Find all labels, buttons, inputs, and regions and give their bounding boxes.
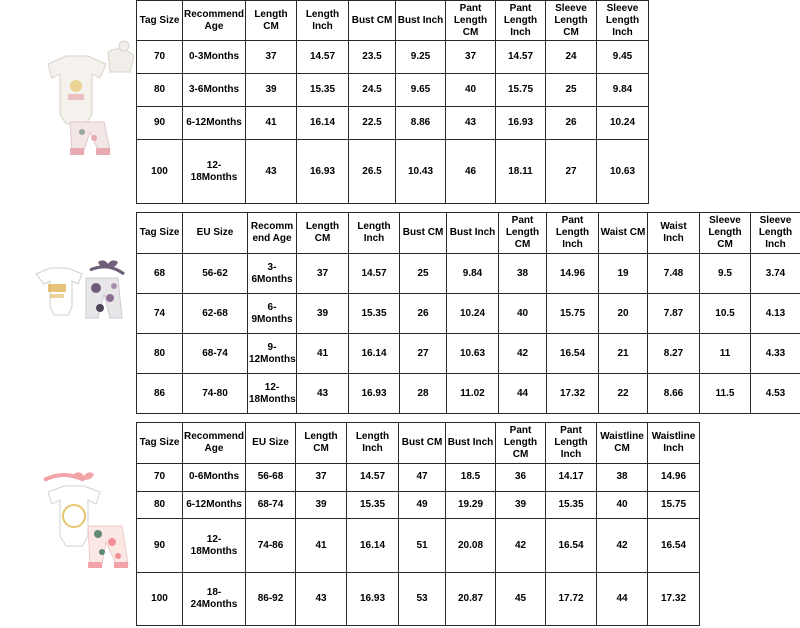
table-cell: 4.33: [751, 334, 800, 374]
table-cell: 24: [546, 41, 597, 74]
table-cell: 9.84: [597, 74, 649, 107]
table-cell: 21: [599, 334, 648, 374]
table-cell: 42: [496, 519, 546, 572]
table-cell: 53: [399, 572, 446, 625]
table-cell: 11: [700, 334, 751, 374]
table-cell: 43: [297, 374, 349, 414]
table-cell: 38: [597, 464, 648, 492]
table-cell: 24.5: [349, 74, 396, 107]
table-row: [137, 374, 800, 414]
table-cell: 74: [137, 294, 183, 334]
onesie-headband-pink-floral-pants-outfit-icon: [40, 470, 132, 570]
table-cell: 17.32: [648, 572, 700, 625]
table-cell: 43: [446, 107, 496, 140]
onesie-headband-floral-pants-outfit-icon: [30, 258, 130, 328]
column-header: Bust Inch: [446, 423, 496, 464]
column-header: Bust CM: [400, 213, 447, 254]
table-cell: 8.86: [396, 107, 446, 140]
table-cell: 74-80: [183, 374, 248, 414]
table-cell: 9.84: [447, 254, 499, 294]
table-cell: 7.48: [648, 254, 700, 294]
table-cell: 43: [296, 572, 347, 625]
column-header: Waist CM: [599, 213, 648, 254]
table-cell: 15.35: [347, 491, 399, 519]
column-header: Recomm end Age: [248, 213, 297, 254]
table-cell: 36: [496, 464, 546, 492]
table-cell: 20: [599, 294, 648, 334]
header-row: [137, 213, 800, 254]
table-cell: 15.35: [349, 294, 400, 334]
column-header: Length Inch: [349, 213, 400, 254]
column-header: EU Size: [246, 423, 296, 464]
column-header: Bust Inch: [396, 1, 446, 41]
table-cell: 44: [597, 572, 648, 625]
column-header: Sleeve Length Inch: [597, 1, 649, 41]
table-cell: 14.57: [297, 41, 349, 74]
table-cell: 14.57: [496, 41, 546, 74]
table-cell: 39: [496, 491, 546, 519]
column-header: Bust CM: [399, 423, 446, 464]
table-cell: 44: [499, 374, 547, 414]
column-header: Length Inch: [347, 423, 399, 464]
table-cell: 39: [297, 294, 349, 334]
table-cell: 19: [599, 254, 648, 294]
table-cell: 20.08: [446, 519, 496, 572]
table-cell: 14.17: [546, 464, 597, 492]
table-cell: 39: [246, 74, 297, 107]
column-header: Pant Length Inch: [546, 423, 597, 464]
table-cell: 25: [546, 74, 597, 107]
table-cell: 41: [246, 107, 297, 140]
size-chart-table-3: [136, 422, 700, 626]
table-row: [137, 107, 649, 140]
table-cell: 16.14: [349, 334, 400, 374]
table-cell: 9.65: [396, 74, 446, 107]
table-cell: 16.54: [648, 519, 700, 572]
table-cell: 16.54: [546, 519, 597, 572]
onesie-hat-pants-outfit-icon: [30, 30, 134, 160]
table-cell: 10.63: [597, 140, 649, 204]
column-header: Length CM: [296, 423, 347, 464]
table-cell: 10.24: [447, 294, 499, 334]
column-header: EU Size: [183, 213, 248, 254]
table-cell: 9.5: [700, 254, 751, 294]
table-cell: 37: [246, 41, 297, 74]
table-cell: 74-86: [246, 519, 296, 572]
table-cell: 6- 9Months: [248, 294, 297, 334]
product-image-2: [30, 258, 130, 328]
table-cell: 3.74: [751, 254, 800, 294]
header-row: [137, 1, 649, 41]
column-header: Tag Size: [137, 1, 183, 41]
table-cell: 62-68: [183, 294, 248, 334]
column-header: Pant Length CM: [499, 213, 547, 254]
column-header: Pant Length Inch: [496, 1, 546, 41]
table-cell: 37: [296, 464, 347, 492]
table-cell: 51: [399, 519, 446, 572]
table-cell: 70: [137, 464, 183, 492]
table-cell: 10.63: [447, 334, 499, 374]
column-header: Sleeve Length CM: [546, 1, 597, 41]
column-header: Recommend Age: [183, 423, 246, 464]
table-row: [137, 74, 649, 107]
table-cell: 15.35: [546, 491, 597, 519]
column-header: Tag Size: [137, 423, 183, 464]
table-cell: 14.96: [648, 464, 700, 492]
table-cell: 8.66: [648, 374, 700, 414]
column-header: Length Inch: [297, 1, 349, 41]
table-cell: 9- 12Months: [248, 334, 297, 374]
table-cell: 0-3Months: [183, 41, 246, 74]
table-row: [137, 464, 700, 492]
table-cell: 9.25: [396, 41, 446, 74]
table-cell: 56-62: [183, 254, 248, 294]
table-row: [137, 491, 700, 519]
table-cell: 22: [599, 374, 648, 414]
column-header: Waistline Inch: [648, 423, 700, 464]
table-cell: 68: [137, 254, 183, 294]
table-cell: 40: [499, 294, 547, 334]
size-chart-table-1: [136, 0, 649, 204]
column-header: Tag Size: [137, 213, 183, 254]
table-cell: 90: [137, 519, 183, 572]
table-cell: 100: [137, 572, 183, 625]
table-cell: 40: [597, 491, 648, 519]
table-cell: 0-6Months: [183, 464, 246, 492]
table-cell: 16.93: [496, 107, 546, 140]
table-cell: 10.43: [396, 140, 446, 204]
table-cell: 40: [446, 74, 496, 107]
table-cell: 15.75: [648, 491, 700, 519]
table-cell: 38: [499, 254, 547, 294]
table-cell: 16.14: [347, 519, 399, 572]
table-cell: 10.5: [700, 294, 751, 334]
table-row: [137, 572, 700, 625]
table-cell: 15.35: [297, 74, 349, 107]
table-cell: 18.5: [446, 464, 496, 492]
table-cell: 16.93: [297, 140, 349, 204]
column-header: Pant Length CM: [446, 1, 496, 41]
size-chart-table-2: [136, 212, 800, 414]
table-cell: 47: [399, 464, 446, 492]
table-cell: 26: [400, 294, 447, 334]
column-header: Sleeve Length CM: [700, 213, 751, 254]
table-cell: 80: [137, 491, 183, 519]
table-cell: 68-74: [246, 491, 296, 519]
table-cell: 12- 18Months: [248, 374, 297, 414]
column-header: Sleeve Length Inch: [751, 213, 800, 254]
table-cell: 41: [296, 519, 347, 572]
table-cell: 17.32: [547, 374, 599, 414]
table-cell: 22.5: [349, 107, 396, 140]
table-cell: 45: [496, 572, 546, 625]
table-cell: 20.87: [446, 572, 496, 625]
table-row: [137, 294, 800, 334]
table-cell: 6-12Months: [183, 107, 246, 140]
table-cell: 17.72: [546, 572, 597, 625]
table-cell: 100: [137, 140, 183, 204]
table-cell: 49: [399, 491, 446, 519]
table-cell: 16.93: [347, 572, 399, 625]
table-cell: 15.75: [496, 74, 546, 107]
table-cell: 90: [137, 107, 183, 140]
size-chart-body: [137, 1, 649, 204]
table-cell: 12-18Months: [183, 140, 246, 204]
size-chart-body: [137, 423, 700, 626]
column-header: Length CM: [246, 1, 297, 41]
table-cell: 14.57: [349, 254, 400, 294]
table-cell: 46: [446, 140, 496, 204]
column-header: Pant Length Inch: [547, 213, 599, 254]
table-cell: 3-6Months: [183, 74, 246, 107]
table-cell: 27: [546, 140, 597, 204]
header-row: [137, 423, 700, 464]
table-cell: 42: [597, 519, 648, 572]
table-cell: 19.29: [446, 491, 496, 519]
table-cell: 80: [137, 74, 183, 107]
table-cell: 86-92: [246, 572, 296, 625]
table-cell: 27: [400, 334, 447, 374]
table-cell: 10.24: [597, 107, 649, 140]
table-cell: 15.75: [547, 294, 599, 334]
table-cell: 7.87: [648, 294, 700, 334]
table-cell: 4.13: [751, 294, 800, 334]
table-cell: 25: [400, 254, 447, 294]
table-cell: 16.14: [297, 107, 349, 140]
table-cell: 9.45: [597, 41, 649, 74]
table-cell: 28: [400, 374, 447, 414]
column-header: Bust CM: [349, 1, 396, 41]
table-cell: 4.53: [751, 374, 800, 414]
table-cell: 16.93: [349, 374, 400, 414]
table-row: [137, 254, 800, 294]
product-image-1: [30, 30, 134, 160]
table-cell: 80: [137, 334, 183, 374]
table-cell: 41: [297, 334, 349, 374]
column-header: Length CM: [297, 213, 349, 254]
table-cell: 16.54: [547, 334, 599, 374]
table-row: [137, 41, 649, 74]
table-cell: 18.11: [496, 140, 546, 204]
product-image-3: [40, 470, 132, 570]
table-cell: 26.5: [349, 140, 396, 204]
column-header: Waist Inch: [648, 213, 700, 254]
table-cell: 42: [499, 334, 547, 374]
table-cell: 37: [446, 41, 496, 74]
table-cell: 12-18Months: [183, 519, 246, 572]
table-cell: 68-74: [183, 334, 248, 374]
table-cell: 43: [246, 140, 297, 204]
column-header: Recommend Age: [183, 1, 246, 41]
table-cell: 11.02: [447, 374, 499, 414]
table-cell: 3- 6Months: [248, 254, 297, 294]
table-cell: 8.27: [648, 334, 700, 374]
table-cell: 39: [296, 491, 347, 519]
table-row: [137, 140, 649, 204]
column-header: Waistline CM: [597, 423, 648, 464]
size-chart-body: [137, 213, 800, 414]
table-cell: 18-24Months: [183, 572, 246, 625]
table-cell: 37: [297, 254, 349, 294]
table-cell: 26: [546, 107, 597, 140]
table-cell: 23.5: [349, 41, 396, 74]
table-row: [137, 519, 700, 572]
table-cell: 14.96: [547, 254, 599, 294]
column-header: Bust Inch: [447, 213, 499, 254]
column-header: Pant Length CM: [496, 423, 546, 464]
table-cell: 86: [137, 374, 183, 414]
table-cell: 56-68: [246, 464, 296, 492]
table-cell: 70: [137, 41, 183, 74]
table-cell: 11.5: [700, 374, 751, 414]
table-row: [137, 334, 800, 374]
table-cell: 6-12Months: [183, 491, 246, 519]
table-cell: 14.57: [347, 464, 399, 492]
